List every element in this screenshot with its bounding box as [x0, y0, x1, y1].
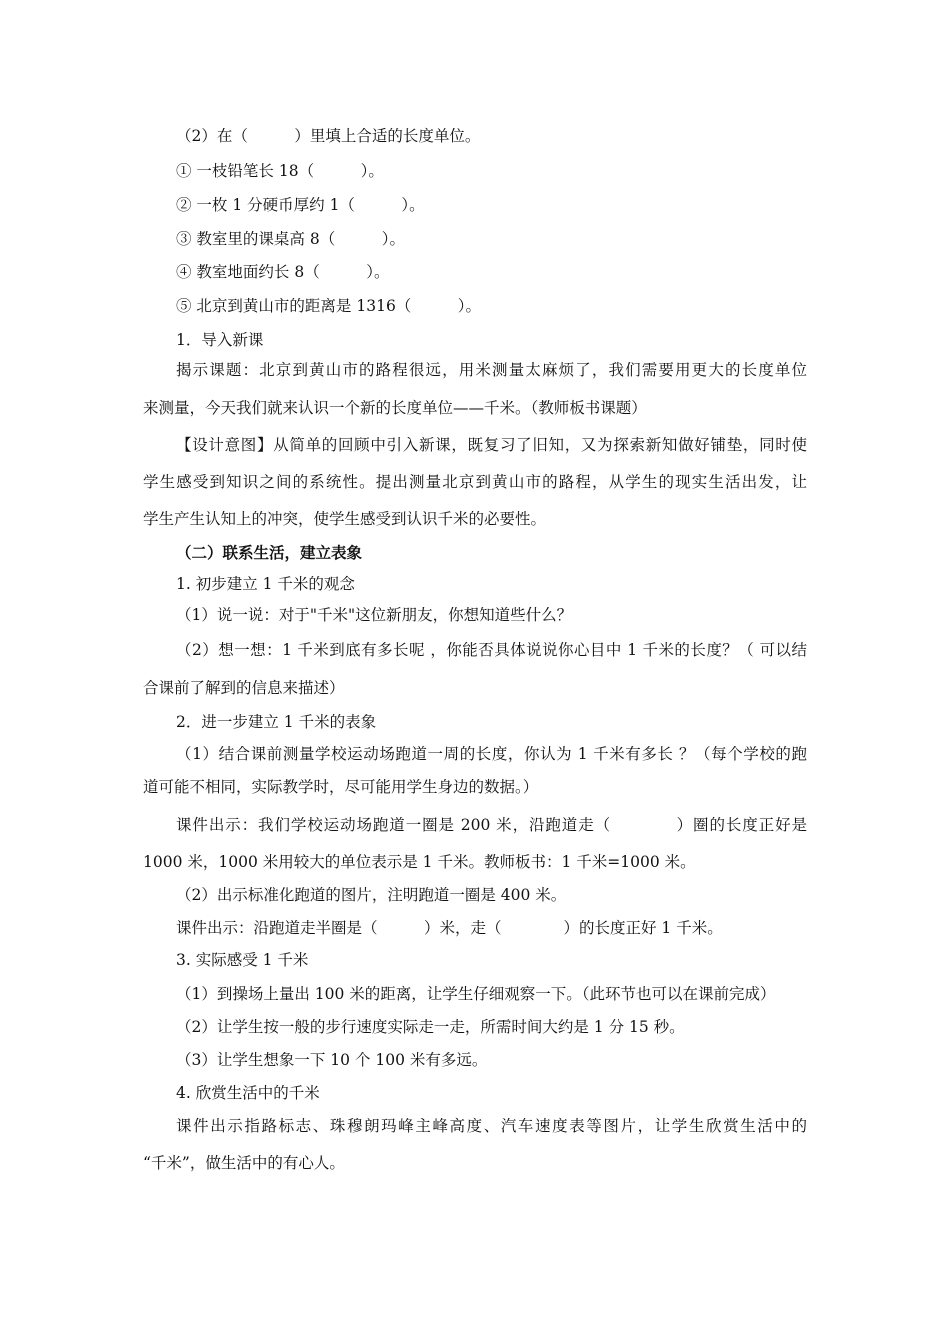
subheading-1: 1. 初步建立 1 千米的观念: [176, 575, 355, 593]
paragraph-line: （1）说一说：对于"千米"这位新朋友，你想知道些什么？: [176, 606, 573, 624]
design-intent-line: 学生产生认知上的冲突，使学生感受到认识千米的必要性。: [143, 510, 547, 528]
subheading-3: 3. 实际感受 1 千米: [176, 951, 309, 969]
paragraph-line: 合课前了解到的信息来描述）: [143, 679, 345, 697]
paragraph-line: （2）想一想：1 千米到底有多长呢 ，你能否具体说说你心目中 1 千米的长度？（ 可以结: [176, 641, 807, 659]
question-item-5: ⑤ 北京到黄山市的距离是 1316（ ）。: [176, 297, 482, 315]
paragraph-line: 课件出示指路标志、珠穆朗玛峰主峰高度、汽车速度表等图片，让学生欣赏生活中的: [176, 1117, 807, 1135]
paragraph-line: “千米”，做生活中的有心人。: [143, 1154, 345, 1172]
subheading-2: 2．进一步建立 1 千米的表象: [176, 713, 377, 731]
paragraph-line: 来测量，今天我们就来认识一个新的长度单位——千米。（教师板书课题）: [143, 399, 647, 417]
question-item-1: ① 一枝铅笔长 18（ ）。: [176, 162, 384, 180]
paragraph-line: （3）让学生想象一下 10 个 100 米有多远。: [176, 1051, 488, 1069]
paragraph-line: （2）让学生按一般的步行速度实际走一走，所需时间大约是 1 分 15 秒。: [176, 1018, 685, 1036]
question-item-2: ② 一枚 1 分硬币厚约 1（ ）。: [176, 196, 425, 214]
paragraph-line: （2）出示标准化跑道的图片，注明跑道一圈是 400 米。: [176, 886, 567, 904]
paragraph-line: 道可能不相同，实际教学时，尽可能用学生身边的数据。）: [143, 778, 539, 796]
question-item-4: ④ 教室地面约长 8（ ）。: [176, 263, 390, 281]
paragraph-line: 1000 米，1000 米用较大的单位表示是 1 千米。教师板书：1 千米=1000 米。: [143, 853, 696, 871]
paragraph-line: 课件出示：沿跑道走半圈是（ ）米，走（ ）的长度正好 1 千米。: [176, 919, 723, 937]
paragraph-line: 课件出示：我们学校运动场跑道一圈是 200 米，沿跑道走（ ）圈的长度正好是: [176, 816, 807, 834]
paragraph-line: （1）结合课前测量学校运动场跑道一周的长度，你认为 1 千米有多长 ？（每个学校的跑: [176, 745, 807, 763]
paragraph-line: 揭示课题：北京到黄山市的路程很远，用米测量太麻烦了，我们需要用更大的长度单位: [176, 361, 807, 379]
design-intent-line: 【设计意图】从简单的回顾中引入新课，既复习了旧知，又为探索新知做好铺垫，同时使: [176, 436, 807, 454]
section-heading-intro: 1．导入新课: [176, 331, 264, 349]
section-heading-2: （二）联系生活，建立表象: [176, 543, 363, 562]
design-intent-line: 学生感受到知识之间的系统性。提出测量北京到黄山市的路程，从学生的现实生活出发，让: [143, 473, 807, 491]
question-2-intro: （2）在（ ）里填上合适的长度单位。: [176, 127, 481, 145]
question-item-3: ③ 教室里的课桌高 8（ ）。: [176, 230, 405, 248]
paragraph-line: （1）到操场上量出 100 米的距离，让学生仔细观察一下。（此环节也可以在课前完成）: [176, 985, 776, 1003]
subheading-4: 4. 欣赏生活中的千米: [176, 1084, 320, 1102]
